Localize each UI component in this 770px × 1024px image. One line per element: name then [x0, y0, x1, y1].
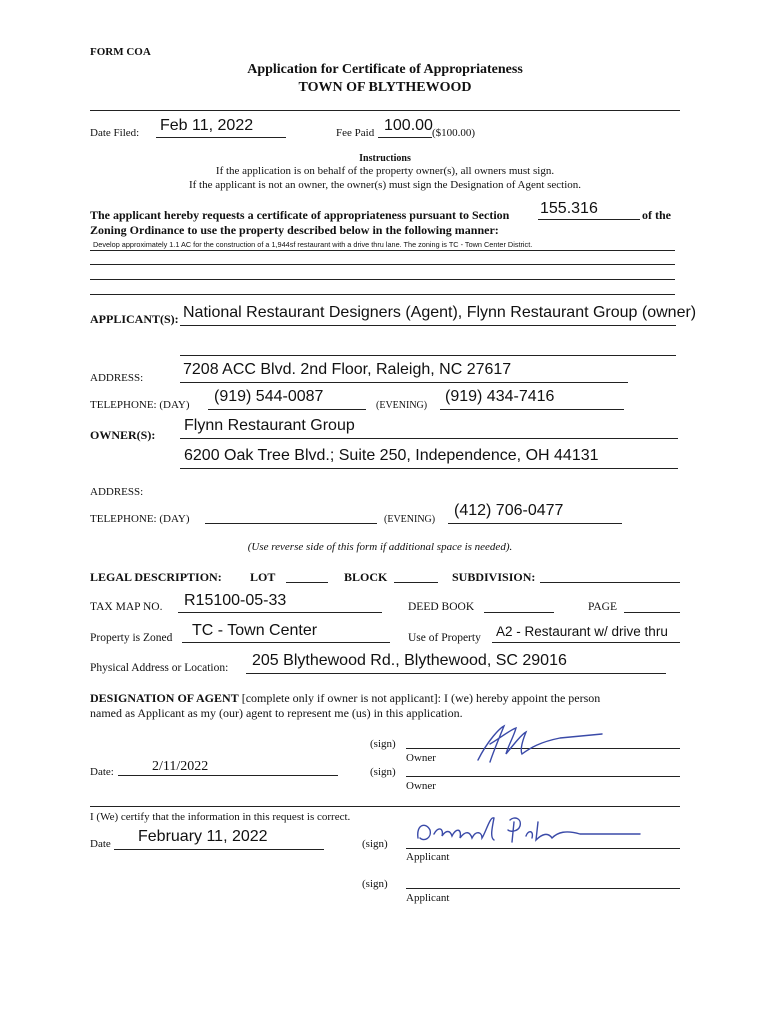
physical-address-label: Physical Address or Location:	[90, 662, 229, 674]
owner-label: OWNER(S):	[90, 428, 156, 442]
zoned-label: Property is Zoned	[90, 632, 173, 644]
applicant-address-underline	[180, 382, 628, 383]
deed-book-underline	[484, 612, 554, 613]
applicant-signature-icon[interactable]	[410, 812, 650, 852]
applicant-telephone-evening-field[interactable]: (919) 434-7416	[445, 388, 555, 405]
applicant-name-field[interactable]: National Restaurant Designers (Agent), Flynn Restaurant Group (owner)	[183, 304, 697, 321]
certify-date-underline	[114, 849, 324, 850]
owner-signature-icon[interactable]	[470, 720, 610, 766]
request-text-2: Zoning Ordinance to use the property described below in the following manner:	[90, 223, 499, 237]
instructions-heading: Instructions	[359, 153, 411, 164]
designation-date-field[interactable]: 2/11/2022	[152, 759, 209, 774]
description-line-2	[90, 264, 675, 265]
designation-text-1: [complete only if owner is not applicant]: I (we) hereby appoint the person	[238, 691, 601, 705]
tax-map-label: TAX MAP NO.	[90, 601, 163, 613]
applicant-sign-label-1: (sign)	[362, 838, 388, 850]
applicant-address-field[interactable]: 7208 ACC Blvd. 2nd Floor, Raleigh, NC 27617	[183, 361, 512, 378]
request-text-1: The applicant hereby requests a certificate of appropriateness pursuant to Section	[90, 208, 510, 222]
block-label: BLOCK	[344, 570, 388, 584]
designation-date-label: Date:	[90, 766, 114, 778]
section-underline	[538, 219, 640, 220]
subdivision-label: SUBDIVISION:	[452, 570, 536, 584]
owner-caption-1: Owner	[406, 752, 436, 764]
description-line-3	[90, 279, 675, 280]
owner-signature-line-2	[406, 776, 680, 777]
date-filed-underline	[156, 137, 286, 138]
description-line-4	[90, 294, 675, 295]
fee-amount: ($100.00)	[432, 127, 476, 139]
owner-telephone-evening-field[interactable]: (412) 706-0477	[454, 502, 564, 519]
subdivision-underline	[540, 582, 680, 583]
date-filed-label: Date Filed:	[90, 127, 140, 139]
zoned-underline	[182, 642, 390, 643]
tax-map-field[interactable]: R15100-05-33	[184, 592, 287, 609]
applicant-label: APPLICANT(S):	[90, 312, 179, 326]
header-divider	[90, 110, 680, 111]
fee-paid-underline	[378, 137, 432, 138]
certify-text: I (We) certify that the information in this request is correct.	[90, 811, 351, 823]
description-line-1	[90, 250, 675, 251]
use-of-property-label: Use of Property	[408, 632, 481, 644]
owner-address-underline	[180, 468, 678, 469]
applicant-telephone-day-underline	[208, 409, 366, 410]
use-of-property-underline	[492, 642, 680, 643]
applicant-telephone-day-label: TELEPHONE: (DAY)	[90, 399, 190, 411]
owner-telephone-day-label: TELEPHONE: (DAY)	[90, 513, 190, 525]
applicant-telephone-day-field[interactable]: (919) 544-0087	[214, 388, 324, 405]
tax-map-underline	[178, 612, 382, 613]
physical-address-underline	[246, 673, 666, 674]
instructions-line-2: If the applicant is not an owner, the owner(s) must sign the Designation of Agent section.	[188, 179, 582, 191]
certify-date-field[interactable]: February 11, 2022	[138, 828, 268, 845]
form-code: FORM COA	[90, 46, 151, 58]
certify-divider	[90, 806, 680, 807]
zoned-field[interactable]: TC - Town Center	[192, 622, 318, 639]
applicant-address-label: ADDRESS:	[90, 372, 144, 384]
designation-heading: DESIGNATION OF AGENT	[90, 691, 239, 705]
reverse-side-note: (Use reverse side of this form if additional space is needed).	[247, 541, 513, 553]
owner-address-field[interactable]: 6200 Oak Tree Blvd.; Suite 250, Independence, OH 44131	[184, 447, 599, 464]
applicant-caption-1: Applicant	[406, 851, 450, 863]
legal-description-label: LEGAL DESCRIPTION:	[90, 570, 222, 584]
designation-date-underline	[118, 775, 338, 776]
page-subtitle: TOWN OF BLYTHEWOOD	[298, 80, 472, 95]
lot-underline	[286, 582, 328, 583]
fee-paid-field[interactable]: 100.00	[384, 117, 433, 134]
owner-name-field[interactable]: Flynn Restaurant Group	[184, 417, 355, 434]
owner-sign-label-2: (sign)	[370, 766, 396, 778]
physical-address-field[interactable]: 205 Blythewood Rd., Blythewood, SC 29016	[252, 652, 567, 669]
owner-address-label: ADDRESS:	[90, 486, 144, 498]
section-field[interactable]: 155.316	[540, 200, 598, 217]
applicant-evening-label: (EVENING)	[376, 400, 428, 411]
applicant-sign-label-2: (sign)	[362, 878, 388, 890]
applicant-extra-underline	[180, 355, 676, 356]
owner-sign-label-1: (sign)	[370, 738, 396, 750]
block-underline	[394, 582, 438, 583]
applicant-name-underline	[180, 325, 676, 326]
certify-date-label: Date	[90, 838, 111, 850]
applicant-caption-2: Applicant	[406, 892, 450, 904]
date-filed-field[interactable]: Feb 11, 2022	[160, 117, 254, 134]
owner-telephone-evening-underline	[448, 523, 622, 524]
deed-book-label: DEED BOOK	[408, 601, 475, 613]
page-title: Application for Certificate of Appropriateness	[247, 62, 523, 77]
designation-text-2: named as Applicant as my (our) agent to represent me (us) in this application.	[90, 706, 463, 720]
request-of-the: of the	[642, 208, 671, 222]
page-label: PAGE	[588, 601, 617, 613]
applicant-telephone-evening-underline	[440, 409, 624, 410]
owner-caption-2: Owner	[406, 780, 436, 792]
designation-paragraph	[90, 691, 600, 706]
owner-evening-label: (EVENING)	[384, 514, 436, 525]
lot-label: LOT	[250, 570, 276, 584]
request-description-field[interactable]: Develop approximately 1.1 AC for the construction of a 1,944sf restaurant with a drive thru lane. The zoning is TC - Town Center District.	[93, 240, 533, 249]
use-of-property-field[interactable]: A2 - Restaurant w/ drive thru	[496, 624, 668, 639]
applicant-signature-line-2	[406, 888, 680, 889]
instructions-line-1: If the application is on behalf of the property owner(s), all owners must sign.	[215, 165, 555, 177]
fee-paid-label: Fee Paid	[336, 127, 375, 139]
page-underline	[624, 612, 680, 613]
owner-telephone-day-underline	[205, 523, 377, 524]
owner-name-underline	[180, 438, 678, 439]
